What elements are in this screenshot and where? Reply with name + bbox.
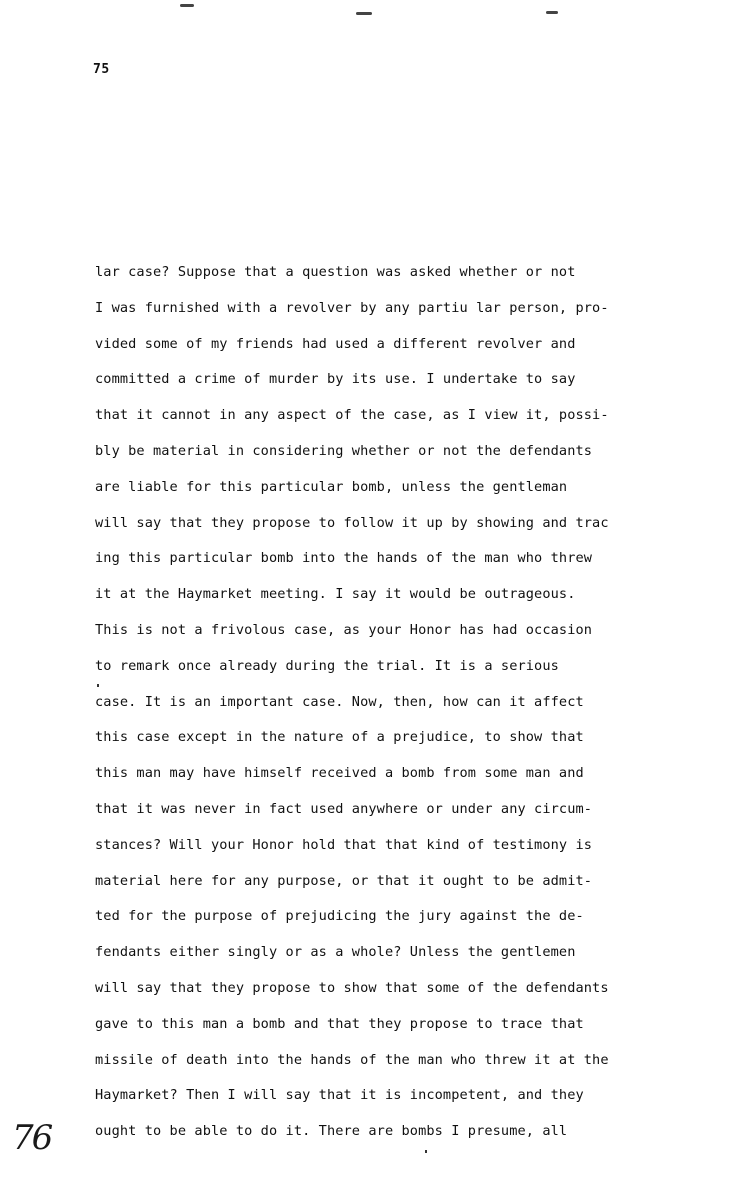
text-line: ted for the purpose of prejudicing the jury against the de- bbox=[95, 908, 584, 925]
text-line: This is not a frivolous case, as your Honor has had occasion bbox=[95, 621, 593, 638]
text-line: that it was never in fact used anywhere or under any circum- bbox=[95, 800, 593, 817]
text-line: to remark once already during the trial. It is a serious bbox=[95, 657, 559, 674]
text-line: vided some of my friends had used a different revolver and bbox=[95, 335, 576, 352]
text-line: it at the Haymarket meeting. I say it would be outrageous. bbox=[95, 586, 576, 603]
text-line: are liable for this particular bomb, unless the gentleman bbox=[95, 478, 568, 495]
text-line: will say that they propose to follow it up by showing and trac bbox=[95, 514, 609, 531]
text-line: bly be material in considering whether or not the defendants bbox=[95, 442, 593, 459]
text-line: I was furnished with a revolver by any partiu lar person, pro- bbox=[95, 299, 609, 316]
text-line: ing this particular bomb into the hands of the man who threw bbox=[95, 550, 593, 567]
scan-mark bbox=[546, 11, 558, 14]
handwritten-page-number: 76 bbox=[12, 1118, 52, 1158]
text-line: material here for any purpose, or that it ought to be admit- bbox=[95, 872, 593, 889]
text-line: fendants either singly or as a whole? Unless the gentlemen bbox=[95, 944, 576, 961]
text-line: case. It is an important case. Now, then, how can it affect bbox=[95, 693, 584, 710]
text-line: ought to be able to do it. There are bombs I presume, all bbox=[95, 1123, 568, 1140]
scan-mark bbox=[180, 4, 194, 7]
scan-mark bbox=[356, 12, 372, 15]
text-line: missile of death into the hands of the man who threw it at the bbox=[95, 1051, 609, 1068]
text-line: stances? Will your Honor hold that that kind of testimony is bbox=[95, 836, 593, 853]
text-line: lar case? Suppose that a question was asked whether or not bbox=[95, 264, 576, 280]
text-line: that it cannot in any aspect of the case, as I view it, possi- bbox=[95, 407, 609, 424]
text-line: Haymarket? Then I will say that it is incompetent, and they bbox=[95, 1087, 584, 1104]
text-line: will say that they propose to show that some of the defendants bbox=[95, 979, 609, 996]
typed-body-text bbox=[95, 262, 695, 1157]
typed-page-number: 75 bbox=[93, 62, 110, 77]
text-line: this man may have himself received a bomb from some man and bbox=[95, 765, 584, 782]
text-line: committed a crime of murder by its use. I undertake to say bbox=[95, 371, 576, 388]
scan-speck bbox=[97, 684, 99, 687]
text-line: this case except in the nature of a prejudice, to show that bbox=[95, 729, 584, 746]
text-line: gave to this man a bomb and that they propose to trace that bbox=[95, 1015, 584, 1032]
scan-speck bbox=[425, 1150, 427, 1153]
